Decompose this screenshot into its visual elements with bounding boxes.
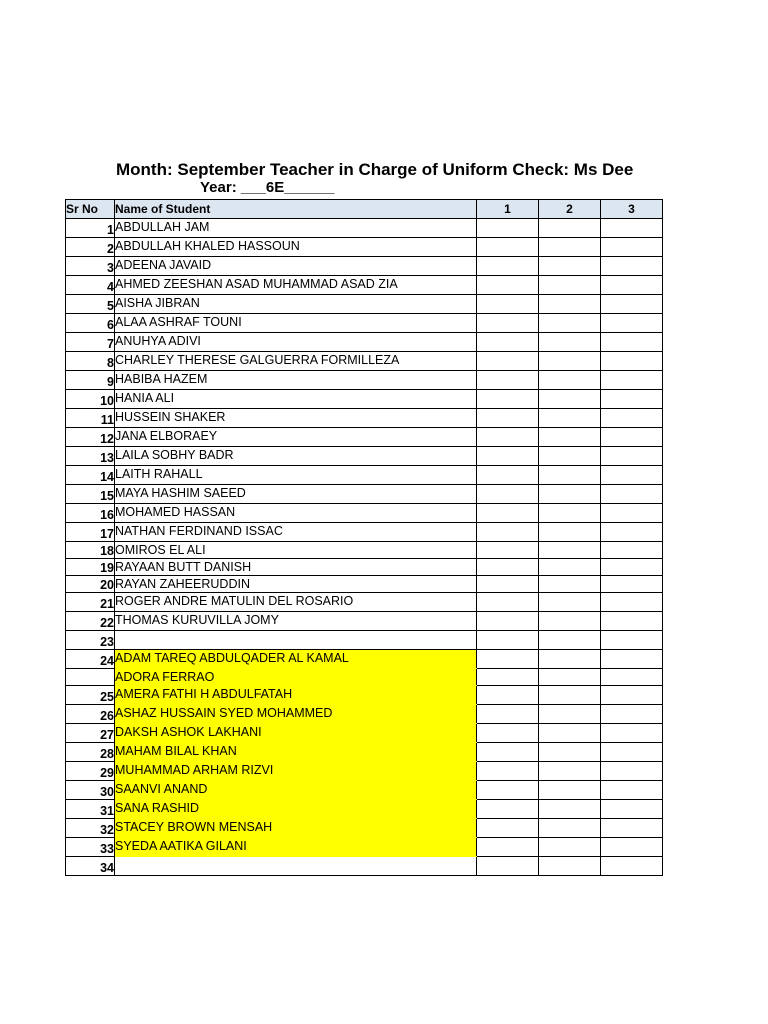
sr-no-cell[interactable]: 26 bbox=[66, 705, 115, 724]
check-cell-2[interactable] bbox=[539, 781, 601, 800]
check-cell-1[interactable] bbox=[477, 857, 539, 876]
sr-no-cell[interactable]: 11 bbox=[66, 409, 115, 428]
check-cell-2[interactable] bbox=[539, 612, 601, 631]
table-row bbox=[66, 559, 663, 576]
student-name-cell[interactable]: ADEENA JAVAID bbox=[115, 257, 477, 276]
check-cell-3[interactable] bbox=[601, 857, 663, 876]
check-cell-3[interactable] bbox=[601, 612, 663, 631]
column-header-2[interactable]: 2 bbox=[539, 200, 601, 219]
check-cell-2[interactable] bbox=[539, 504, 601, 523]
sr-no-cell[interactable]: 8 bbox=[66, 352, 115, 371]
student-name-cell[interactable]: ADAM TAREQ ABDULQADER AL KAMAL bbox=[115, 650, 477, 669]
column-header-name[interactable]: Name of Student bbox=[115, 200, 477, 219]
student-name-cell[interactable]: SANA RASHID bbox=[115, 800, 477, 819]
sr-no-cell[interactable]: 2 bbox=[66, 238, 115, 257]
check-cell-3[interactable] bbox=[601, 631, 663, 650]
sr-no-cell[interactable]: 28 bbox=[66, 743, 115, 762]
student-name-cell[interactable]: HABIBA HAZEM bbox=[115, 371, 477, 390]
student-name-cell[interactable]: LAILA SOBHY BADR bbox=[115, 447, 477, 466]
check-cell-1[interactable] bbox=[477, 542, 539, 559]
table-row bbox=[66, 612, 663, 631]
check-cell-3[interactable] bbox=[601, 504, 663, 523]
student-name-cell[interactable]: ADORA FERRAO bbox=[115, 669, 477, 686]
student-name-cell[interactable]: STACEY BROWN MENSAH bbox=[115, 819, 477, 838]
student-name-cell[interactable] bbox=[115, 631, 477, 650]
student-name-cell[interactable]: AMERA FATHI H ABDULFATAH bbox=[115, 686, 477, 705]
table-row bbox=[66, 371, 663, 390]
check-cell-1[interactable] bbox=[477, 743, 539, 762]
table-row bbox=[66, 819, 663, 838]
check-cell-3[interactable] bbox=[601, 724, 663, 743]
check-cell-2[interactable] bbox=[539, 390, 601, 409]
check-cell-3[interactable] bbox=[601, 743, 663, 762]
check-cell-2[interactable] bbox=[539, 631, 601, 650]
check-cell-3[interactable] bbox=[601, 295, 663, 314]
table-row bbox=[66, 447, 663, 466]
sr-no-cell[interactable]: 4 bbox=[66, 276, 115, 295]
check-cell-1[interactable] bbox=[477, 390, 539, 409]
check-cell-1[interactable] bbox=[477, 705, 539, 724]
student-name-cell[interactable]: MUHAMMAD ARHAM RIZVI bbox=[115, 762, 477, 781]
check-cell-3[interactable] bbox=[601, 219, 663, 238]
check-cell-2[interactable] bbox=[539, 669, 601, 686]
check-cell-2[interactable] bbox=[539, 257, 601, 276]
check-cell-1[interactable] bbox=[477, 485, 539, 504]
check-cell-2[interactable] bbox=[539, 705, 601, 724]
sr-no-cell[interactable]: 21 bbox=[66, 593, 115, 612]
sr-no-cell[interactable]: 24 bbox=[66, 650, 115, 669]
table-row bbox=[66, 857, 663, 876]
sr-no-cell[interactable]: 15 bbox=[66, 485, 115, 504]
check-cell-1[interactable] bbox=[477, 838, 539, 857]
check-cell-3[interactable] bbox=[601, 838, 663, 857]
student-name-cell[interactable]: MAYA HASHIM SAEED bbox=[115, 485, 477, 504]
check-cell-1[interactable] bbox=[477, 781, 539, 800]
check-cell-2[interactable] bbox=[539, 743, 601, 762]
table-body bbox=[66, 219, 663, 876]
check-cell-2[interactable] bbox=[539, 428, 601, 447]
table-row bbox=[66, 390, 663, 409]
table-row bbox=[66, 504, 663, 523]
student-name-cell[interactable]: OMIROS EL ALI bbox=[115, 542, 477, 559]
check-cell-3[interactable] bbox=[601, 669, 663, 686]
table-row bbox=[66, 705, 663, 724]
sr-no-cell[interactable]: 25 bbox=[66, 686, 115, 705]
check-cell-1[interactable] bbox=[477, 650, 539, 669]
check-cell-1[interactable] bbox=[477, 352, 539, 371]
check-cell-2[interactable] bbox=[539, 295, 601, 314]
sr-no-cell[interactable]: 18 bbox=[66, 542, 115, 559]
check-cell-2[interactable] bbox=[539, 819, 601, 838]
column-header-3[interactable]: 3 bbox=[601, 200, 663, 219]
check-cell-3[interactable] bbox=[601, 523, 663, 542]
table-row bbox=[66, 257, 663, 276]
check-cell-1[interactable] bbox=[477, 466, 539, 485]
check-cell-2[interactable] bbox=[539, 559, 601, 576]
check-cell-1[interactable] bbox=[477, 314, 539, 333]
check-cell-1[interactable] bbox=[477, 819, 539, 838]
table-row bbox=[66, 542, 663, 559]
student-name-cell[interactable]: CHARLEY THERESE GALGUERRA FORMILLEZA bbox=[115, 352, 477, 371]
check-cell-3[interactable] bbox=[601, 576, 663, 593]
check-cell-2[interactable] bbox=[539, 576, 601, 593]
check-cell-3[interactable] bbox=[601, 819, 663, 838]
check-cell-2[interactable] bbox=[539, 762, 601, 781]
sr-no-cell[interactable]: 10 bbox=[66, 390, 115, 409]
table-row bbox=[66, 485, 663, 504]
check-cell-2[interactable] bbox=[539, 371, 601, 390]
student-name-cell[interactable]: LAITH RAHALL bbox=[115, 466, 477, 485]
student-name-cell[interactable]: SAANVI ANAND bbox=[115, 781, 477, 800]
check-cell-2[interactable] bbox=[539, 724, 601, 743]
student-name-cell[interactable]: HANIA ALI bbox=[115, 390, 477, 409]
check-cell-2[interactable] bbox=[539, 485, 601, 504]
uniform-check-table bbox=[65, 199, 663, 876]
check-cell-2[interactable] bbox=[539, 542, 601, 559]
sr-no-cell[interactable]: 5 bbox=[66, 295, 115, 314]
check-cell-3[interactable] bbox=[601, 428, 663, 447]
sr-no-cell[interactable]: 29 bbox=[66, 762, 115, 781]
student-name-cell[interactable]: MOHAMED HASSAN bbox=[115, 504, 477, 523]
check-cell-3[interactable] bbox=[601, 781, 663, 800]
check-cell-2[interactable] bbox=[539, 409, 601, 428]
check-cell-1[interactable] bbox=[477, 612, 539, 631]
table-row bbox=[66, 409, 663, 428]
check-cell-1[interactable] bbox=[477, 257, 539, 276]
sr-no-cell[interactable]: 23 bbox=[66, 631, 115, 650]
check-cell-2[interactable] bbox=[539, 800, 601, 819]
student-name-cell[interactable] bbox=[115, 857, 477, 876]
sr-no-cell[interactable]: 17 bbox=[66, 523, 115, 542]
student-name-cell[interactable]: NATHAN FERDINAND ISSAC bbox=[115, 523, 477, 542]
table-row bbox=[66, 314, 663, 333]
check-cell-1[interactable] bbox=[477, 295, 539, 314]
check-cell-1[interactable] bbox=[477, 576, 539, 593]
student-name-cell[interactable]: ROGER ANDRE MATULIN DEL ROSARIO bbox=[115, 593, 477, 612]
sr-no-cell[interactable]: 31 bbox=[66, 800, 115, 819]
check-cell-1[interactable] bbox=[477, 631, 539, 650]
check-cell-2[interactable] bbox=[539, 593, 601, 612]
student-name-cell[interactable]: HUSSEIN SHAKER bbox=[115, 409, 477, 428]
check-cell-1[interactable] bbox=[477, 593, 539, 612]
table-row bbox=[66, 523, 663, 542]
check-cell-3[interactable] bbox=[601, 593, 663, 612]
student-name-cell[interactable]: JANA ELBORAEY bbox=[115, 428, 477, 447]
sr-no-cell[interactable]: 22 bbox=[66, 612, 115, 631]
check-cell-2[interactable] bbox=[539, 650, 601, 669]
check-cell-3[interactable] bbox=[601, 559, 663, 576]
check-cell-3[interactable] bbox=[601, 466, 663, 485]
check-cell-3[interactable] bbox=[601, 447, 663, 466]
check-cell-2[interactable] bbox=[539, 857, 601, 876]
check-cell-3[interactable] bbox=[601, 257, 663, 276]
check-cell-3[interactable] bbox=[601, 314, 663, 333]
sr-no-cell[interactable]: 27 bbox=[66, 724, 115, 743]
table-row bbox=[66, 762, 663, 781]
check-cell-1[interactable] bbox=[477, 800, 539, 819]
check-cell-2[interactable] bbox=[539, 838, 601, 857]
check-cell-1[interactable] bbox=[477, 504, 539, 523]
check-cell-3[interactable] bbox=[601, 371, 663, 390]
check-cell-3[interactable] bbox=[601, 800, 663, 819]
sr-no-cell[interactable]: 30 bbox=[66, 781, 115, 800]
sr-no-cell[interactable]: 3 bbox=[66, 257, 115, 276]
table-row bbox=[66, 428, 663, 447]
table-row bbox=[66, 631, 663, 650]
check-cell-3[interactable] bbox=[601, 762, 663, 781]
table-row bbox=[66, 800, 663, 819]
check-cell-1[interactable] bbox=[477, 724, 539, 743]
table-row bbox=[66, 838, 663, 857]
check-cell-1[interactable] bbox=[477, 333, 539, 352]
sr-no-cell[interactable]: 14 bbox=[66, 466, 115, 485]
check-cell-2[interactable] bbox=[539, 466, 601, 485]
header-row bbox=[66, 200, 663, 219]
sr-no-cell[interactable]: 34 bbox=[66, 857, 115, 876]
table-row bbox=[66, 743, 663, 762]
table-row bbox=[66, 295, 663, 314]
check-cell-2[interactable] bbox=[539, 238, 601, 257]
check-cell-3[interactable] bbox=[601, 686, 663, 705]
check-cell-3[interactable] bbox=[601, 705, 663, 724]
table-row bbox=[66, 238, 663, 257]
sr-no-cell[interactable]: 20 bbox=[66, 576, 115, 593]
check-cell-1[interactable] bbox=[477, 371, 539, 390]
check-cell-3[interactable] bbox=[601, 276, 663, 295]
sr-no-cell[interactable]: 7 bbox=[66, 333, 115, 352]
sr-no-cell[interactable]: 1 bbox=[66, 219, 115, 238]
student-name-cell[interactable]: ABDULLAH KHALED HASSOUN bbox=[115, 238, 477, 257]
student-name-cell[interactable]: AHMED ZEESHAN ASAD MUHAMMAD ASAD ZIA bbox=[115, 276, 477, 295]
column-header-1[interactable]: 1 bbox=[477, 200, 539, 219]
table-row bbox=[66, 686, 663, 705]
check-cell-1[interactable] bbox=[477, 219, 539, 238]
check-cell-2[interactable] bbox=[539, 447, 601, 466]
check-cell-1[interactable] bbox=[477, 686, 539, 705]
check-cell-2[interactable] bbox=[539, 686, 601, 705]
check-cell-1[interactable] bbox=[477, 238, 539, 257]
student-name-cell[interactable]: ASHAZ HUSSAIN SYED MOHAMMED bbox=[115, 705, 477, 724]
student-name-cell[interactable]: RAYAAN BUTT DANISH bbox=[115, 559, 477, 576]
table-row bbox=[66, 593, 663, 612]
check-cell-3[interactable] bbox=[601, 352, 663, 371]
check-cell-1[interactable] bbox=[477, 447, 539, 466]
table-row bbox=[66, 466, 663, 485]
check-cell-1[interactable] bbox=[477, 559, 539, 576]
check-cell-3[interactable] bbox=[601, 238, 663, 257]
year-line: Year: ___6E______ bbox=[200, 179, 335, 196]
sr-no-cell[interactable]: 9 bbox=[66, 371, 115, 390]
check-cell-2[interactable] bbox=[539, 352, 601, 371]
check-cell-1[interactable] bbox=[477, 762, 539, 781]
table-row bbox=[66, 333, 663, 352]
check-cell-3[interactable] bbox=[601, 390, 663, 409]
table-row bbox=[66, 650, 663, 669]
check-cell-3[interactable] bbox=[601, 650, 663, 669]
table-row bbox=[66, 352, 663, 371]
column-header-sr-no[interactable]: Sr No bbox=[66, 200, 115, 219]
student-name-cell[interactable]: AISHA JIBRAN bbox=[115, 295, 477, 314]
table-row bbox=[66, 576, 663, 593]
student-name-cell[interactable]: ALAA ASHRAF TOUNI bbox=[115, 314, 477, 333]
sr-no-cell[interactable]: 12 bbox=[66, 428, 115, 447]
check-cell-1[interactable] bbox=[477, 669, 539, 686]
student-name-cell[interactable]: MAHAM BILAL KHAN bbox=[115, 743, 477, 762]
table-row bbox=[66, 781, 663, 800]
student-name-cell[interactable]: THOMAS KURUVILLA JOMY bbox=[115, 612, 477, 631]
check-cell-2[interactable] bbox=[539, 276, 601, 295]
sr-no-cell[interactable]: 33 bbox=[66, 838, 115, 857]
table-row bbox=[66, 276, 663, 295]
check-cell-3[interactable] bbox=[601, 333, 663, 352]
check-cell-3[interactable] bbox=[601, 542, 663, 559]
table-row bbox=[66, 219, 663, 238]
check-cell-1[interactable] bbox=[477, 523, 539, 542]
sr-no-cell[interactable]: 19 bbox=[66, 559, 115, 576]
check-cell-1[interactable] bbox=[477, 409, 539, 428]
table-row bbox=[66, 669, 663, 686]
sr-no-cell[interactable]: 32 bbox=[66, 819, 115, 838]
sr-no-cell[interactable] bbox=[66, 669, 115, 686]
check-cell-3[interactable] bbox=[601, 409, 663, 428]
check-cell-2[interactable] bbox=[539, 219, 601, 238]
check-cell-1[interactable] bbox=[477, 276, 539, 295]
student-name-cell[interactable]: RAYAN ZAHEERUDDIN bbox=[115, 576, 477, 593]
table-row bbox=[66, 724, 663, 743]
student-name-cell[interactable]: SYEDA AATIKA GILANI bbox=[115, 838, 477, 857]
student-name-cell[interactable]: ABDULLAH JAM bbox=[115, 219, 477, 238]
student-name-cell[interactable]: DAKSH ASHOK LAKHANI bbox=[115, 724, 477, 743]
sheet-title: Month: September Teacher in Charge of Uniform Check: Ms Dee bbox=[116, 160, 634, 179]
sr-no-cell[interactable]: 6 bbox=[66, 314, 115, 333]
check-cell-3[interactable] bbox=[601, 485, 663, 504]
check-cell-2[interactable] bbox=[539, 523, 601, 542]
check-cell-2[interactable] bbox=[539, 314, 601, 333]
student-name-cell[interactable]: ANUHYA ADIVI bbox=[115, 333, 477, 352]
sr-no-cell[interactable]: 13 bbox=[66, 447, 115, 466]
check-cell-2[interactable] bbox=[539, 333, 601, 352]
sr-no-cell[interactable]: 16 bbox=[66, 504, 115, 523]
check-cell-1[interactable] bbox=[477, 428, 539, 447]
